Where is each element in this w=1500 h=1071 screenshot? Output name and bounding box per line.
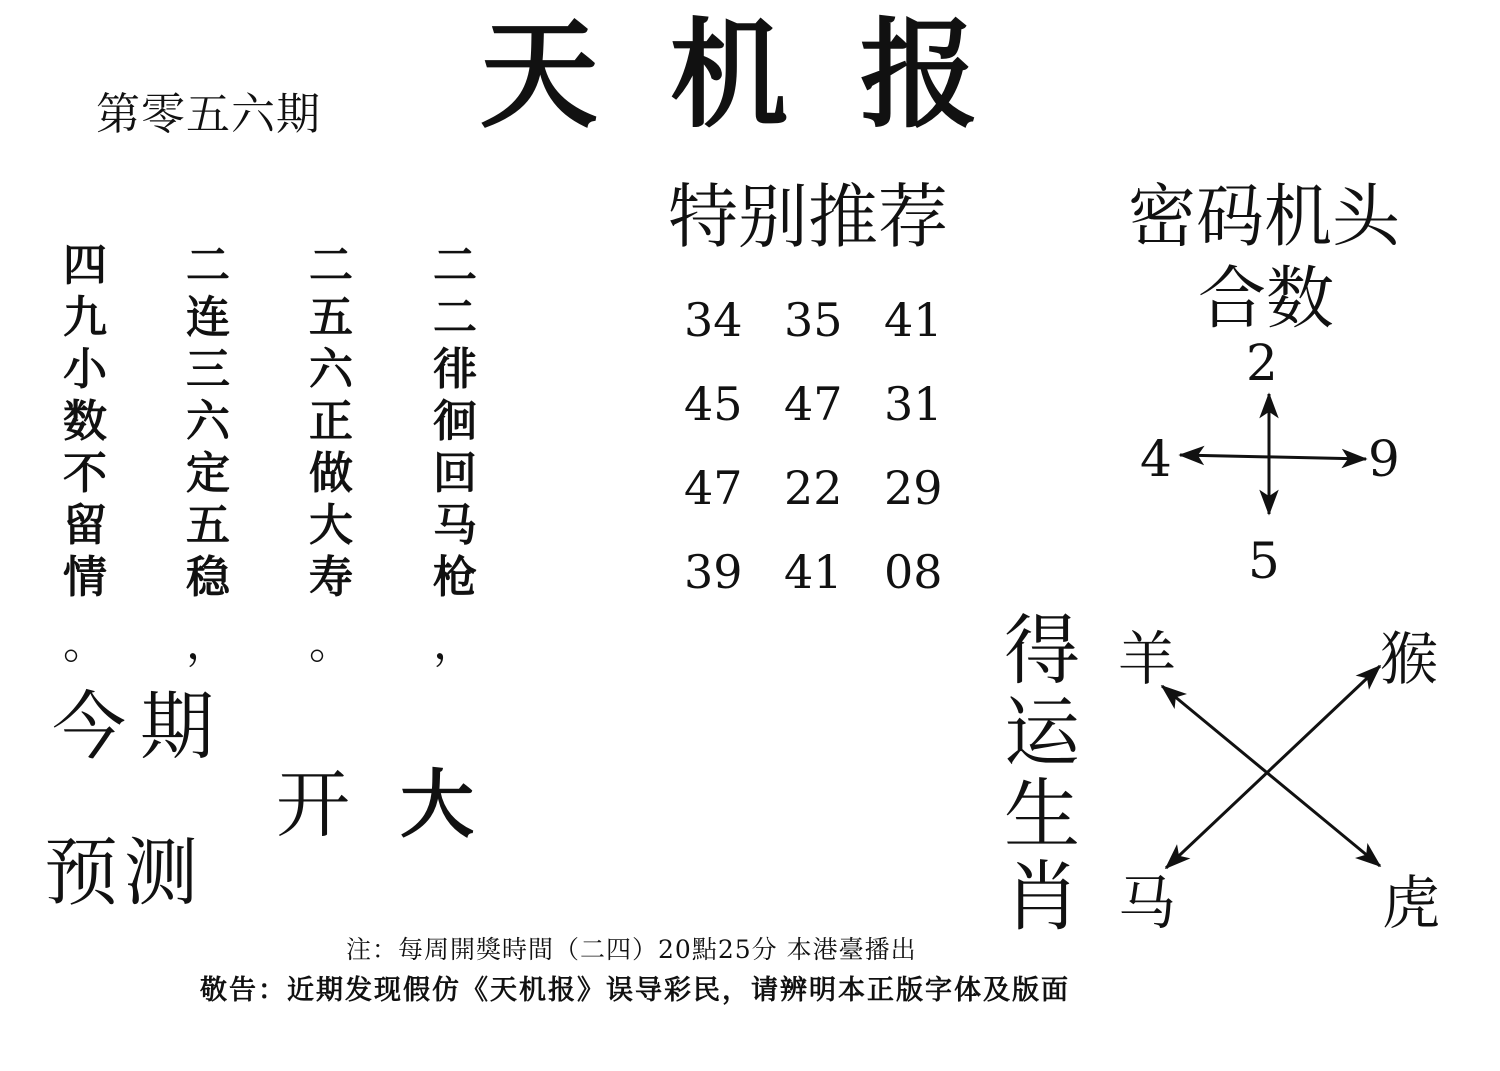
special-number: 47 [784, 377, 843, 431]
poem-char: 留 [63, 500, 107, 551]
poem-char: 回 [433, 448, 477, 499]
zodiac-x-arrows [1162, 666, 1380, 868]
poem-punctuation: ， [186, 618, 230, 669]
special-number: 31 [884, 377, 943, 431]
poem-char: 定 [186, 448, 230, 499]
poem-char: 徊 [433, 396, 477, 447]
poem-char: 六 [309, 344, 353, 395]
kaida-label-1: 开 [276, 762, 350, 848]
poem-char: 九 [63, 292, 107, 343]
poem-char: 徘 [433, 344, 477, 395]
poem-char: 六 [186, 396, 230, 447]
poem-char: 二 [433, 240, 477, 291]
zodiac-bottom-right: 虎 [1382, 869, 1441, 937]
password-heading-line2: 合数 [1198, 260, 1335, 339]
special-number: 47 [684, 461, 743, 515]
poem-char: 数 [63, 396, 107, 447]
counterfeit-warning: 敬告：近期发现假仿《天机报》误导彩民，请辨明本正版字体及版面 [200, 975, 1070, 1006]
special-heading: 特别推荐 [668, 176, 948, 258]
zodiac-top-right: 猴 [1380, 625, 1439, 693]
poem-char: 五 [186, 500, 230, 551]
poem-punctuation: 。 [63, 618, 107, 669]
broadcast-note: 注：每周開獎時間（二四）20點25分 本港臺播出 [346, 935, 917, 964]
poem-char: 连 [186, 292, 230, 343]
special-number: 41 [884, 293, 943, 347]
special-number: 08 [884, 545, 943, 599]
poem-char: 做 [309, 448, 353, 499]
poem-char: 二 [433, 292, 477, 343]
jinqi-label: 今期 [52, 684, 228, 770]
poem-char: 大 [309, 500, 353, 551]
special-number: 45 [684, 377, 743, 431]
password-heading-line1: 密码机头 [1128, 178, 1401, 257]
special-number: 41 [784, 545, 843, 599]
special-number: 22 [784, 461, 843, 515]
poem-char: 马 [433, 500, 477, 551]
poem-punctuation: ， [433, 618, 477, 669]
poem-char: 三 [186, 344, 230, 395]
poem-char: 四 [63, 240, 107, 291]
lucky-label-char: 得 [1004, 606, 1080, 695]
lucky-label-char: 生 [1004, 770, 1080, 859]
issue-number: 第零五六期 [96, 89, 321, 140]
compass-left-number: 4 [1140, 430, 1172, 488]
lucky-label-char: 运 [1004, 688, 1080, 777]
poem-char: 小 [63, 344, 107, 395]
poem-char: 二 [309, 240, 353, 291]
special-number: 35 [784, 293, 843, 347]
compass-top-number: 2 [1246, 334, 1278, 392]
poem-char: 五 [309, 292, 353, 343]
compass-bottom-number: 5 [1248, 532, 1280, 590]
compass-right-number: 9 [1368, 430, 1400, 488]
special-number: 29 [884, 461, 943, 515]
compass-cross-arrows [1180, 394, 1366, 514]
lucky-label-char: 肖 [1004, 852, 1080, 941]
newspaper-title: 天机报 [480, 5, 1051, 144]
poem-char: 正 [309, 396, 353, 447]
poem-char: 不 [63, 448, 107, 499]
yuce-label: 预测 [44, 830, 204, 916]
special-number: 34 [684, 293, 743, 347]
zodiac-top-left: 羊 [1118, 625, 1177, 693]
poem-char: 寿 [309, 552, 353, 603]
poem-char: 二 [186, 240, 230, 291]
compass-horizontal-arrow [1180, 455, 1366, 459]
special-number: 39 [684, 545, 743, 599]
poem-char: 情 [63, 552, 107, 603]
kaida-label-2: 大 [400, 762, 474, 848]
zodiac-bottom-left: 马 [1118, 869, 1177, 937]
poem-char: 枪 [433, 552, 477, 603]
poem-punctuation: 。 [309, 618, 353, 669]
poem-char: 稳 [186, 552, 230, 603]
